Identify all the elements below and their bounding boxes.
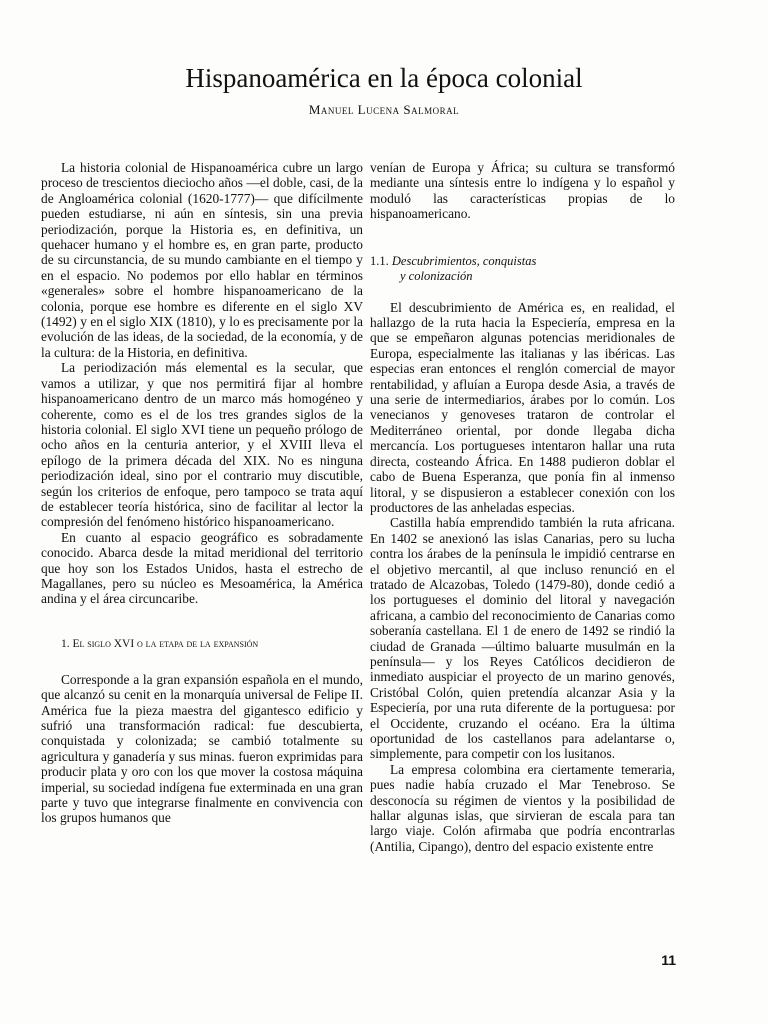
spacer bbox=[370, 222, 675, 254]
subsection-title-line1: Descubrimientos, conquistas bbox=[391, 253, 537, 268]
subsection-heading bbox=[370, 254, 675, 284]
subsection-number: 1.1. bbox=[370, 253, 389, 268]
paragraph: Castilla había emprendido también la ruta africana. En 1402 se anexionó las islas Canarias, pero su lucha contra los árabes de la península le impidió centrarse en el objetivo mercantil, al que incluso renunció en el tratado de Alcazobas, Toledo (1479-80), donde cedió a los portugueses el dominio del litoral y navegación africana, a cambio del reconocimiento de Canarias como soberanía castellana. El 1 de enero de 1492 se rindió la ciudad de Granada —último baluarte musulmán en la península— y los Reyes Católicos decidieron de inmediato auspiciar el proyecto de un marino genovés, Cristóbal Colón, quien pretendía alcanzar Asia y la Especiería, por una ruta diferente de la portuguesa: por el Occidente, cruzando el océano. Era la última oportunidad de los castellanos para adelantarse o, simplemente, para competir con los lusitanos. bbox=[370, 515, 675, 762]
paragraph: El descubrimiento de América es, en realidad, el hallazgo de la ruta hacia la Especiería, empresa en la que se empeñaron algunas potencias meridionales de Europa, especialmente las italianas y las ibéricas. Las especias eran entonces el renglón comercial de mayor rentabilidad, y afluían a Europa desde Asia, a través de una serie de intermediarios, árabes por lo común. Los venecianos y genoveses trataron de controlar el Mediterráneo oriental, por donde llegaba dicha mercancía. Los portugueses intentaron hallar una ruta directa, costeando África. En 1488 pudieron doblar el cabo de Buena Esperanza, que ponía fin al inmenso litoral, y se dispusieron a establecer conexión con los productores de las anheladas especias. bbox=[370, 299, 675, 515]
spacer bbox=[41, 651, 363, 672]
left-column bbox=[41, 160, 363, 826]
spacer bbox=[370, 284, 675, 300]
paragraph: La historia colonial de Hispanoamérica cubre un largo proceso de trescientos dieciocho años —el doble, casi, de la de Angloamérica colonial (1620-1777)— que difícilmente pueden estudiarse, ni aún en síntesis, sin una previa periodización, porque la Historia es, en definitiva, un quehacer humano y el hombre es, en gran parte, producto de su circunstancia, de su mundo cambiante en el tiempo y en el espacio. No podemos por ello hablar en términos «generales» sobre el hombre hispanoamericano de la colonia, porque ese hombre es diferente en el siglo XV (1492) y en el siglo XIX (1810), y lo es precisamente por la evolución de las ideas, de la sociedad, de la economía, y de la cultura: de la Historia, en definitiva. bbox=[41, 160, 363, 360]
right-column bbox=[370, 160, 675, 854]
paragraph: venían de Europa y África; su cultura se transformó mediante una síntesis entre lo indígena y lo español y moduló las características propias de lo hispanoamericano. bbox=[370, 160, 675, 222]
paragraph: La periodización más elemental es la secular, que vamos a utilizar, y que nos permitirá fijar al hombre hispanoamericano dentro de un marco más homogéneo y coherente, como es el de los tres grandes siglos de la historia colonial. El siglo XVI tiene un pequeño prólogo de ocho años en la centuria anterior, y el XVIII lleva el epílogo de la primera década del XIX. No es ninguna periodización ideal, sino por el contrario muy discutible, según los criterios de enfoque, pero tampoco se trata aquí de establecer teoría histórica, sino de facilitar al lector la compresión del fenómeno histórico hispanoamericano. bbox=[41, 360, 363, 530]
spacer bbox=[41, 607, 363, 637]
page-number: 11 bbox=[661, 952, 676, 968]
section-heading: 1. El siglo XVI o la etapa de la expansión bbox=[61, 637, 259, 650]
paragraph: En cuanto al espacio geográfico es sobradamente conocido. Abarca desde la mitad meridional del territorio que hoy son los Estados Unidos, hasta el estrecho de Magallanes, pero su núcleo es Mesoamérica, la América andina y el área circuncaribe. bbox=[41, 529, 363, 607]
subsection-title-line2: y colonización bbox=[400, 268, 473, 283]
article-author: Manuel Lucena Salmoral bbox=[308, 102, 460, 117]
paragraph: La empresa colombina era ciertamente temeraria, pues nadie había cruzado el Mar Tenebroso. Se desconocía su régimen de vientos y la posibilidad de hallar algunas islas, que sirvieran de escala para tan largo viaje. Colón afirmaba que podría encontrarlas (Antilia, Cipango), dentro del espacio existente entre bbox=[370, 761, 675, 854]
paragraph: Corresponde a la gran expansión española en el mundo, que alcanzó su cenit en la monarquía universal de Felipe II. América fue la pieza maestra del gigantesco edificio y sufrió una transformación radical: fue descubierta, conquistada y colonizada; se cambió totalmente su agricultura y ganadería y sus minas. fueron exprimidas para producir plata y oro con los que mover la costosa máquina imperial, su sociedad indígena fue exterminada en una gran parte y tuvo que integrarse finalmente en convivencia con los grupos humanos que bbox=[41, 671, 363, 826]
article-title: Hispanoamérica en la época colonial bbox=[185, 63, 583, 93]
